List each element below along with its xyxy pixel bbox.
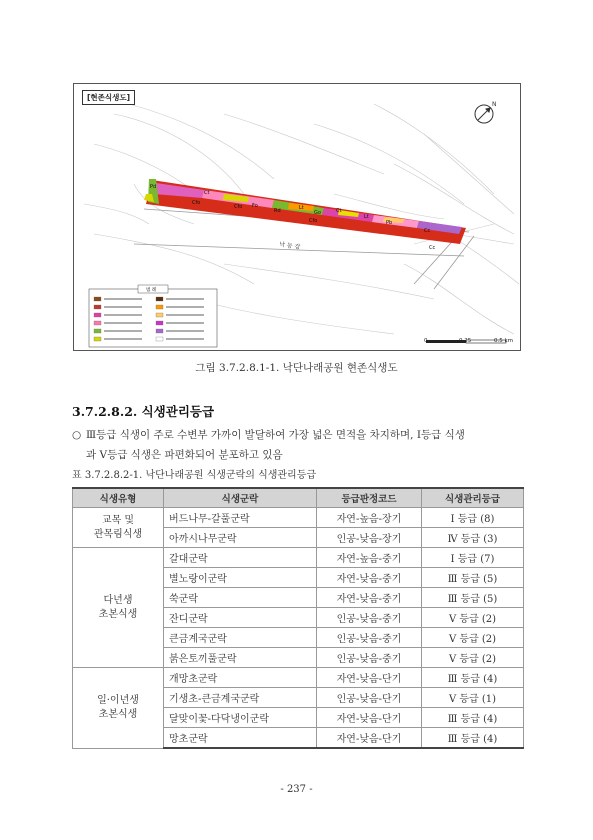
code-cell: 자연-낮음-단기 — [317, 668, 422, 688]
community-cell: 갈대군락 — [164, 548, 317, 568]
code-cell: 자연-낮음-중기 — [317, 588, 422, 608]
legend-text-placeholder — [104, 306, 142, 308]
grade-cell: Ⅲ 등급 (5) — [422, 568, 524, 588]
grade-cell: Ⅲ 등급 (4) — [422, 728, 524, 749]
table-row — [73, 548, 524, 568]
legend-swatch — [94, 321, 101, 325]
zone-label: Lt — [299, 205, 304, 211]
code-cell: 자연-높음-장기 — [317, 508, 422, 528]
zone-label: Ct — [204, 190, 210, 196]
section-heading: 3.7.2.8.2. 식생관리등급 — [72, 404, 215, 419]
legend-text-placeholder — [104, 314, 142, 316]
column-header: 식생군락 — [164, 488, 317, 508]
map-legend — [89, 285, 217, 347]
grade-cell: Ⅴ 등급 (2) — [422, 608, 524, 628]
grade-cell: Ⅰ 등급 (8) — [422, 508, 524, 528]
zone-label: Cfo — [309, 218, 318, 224]
svg-text:N: N — [492, 101, 497, 108]
north-arrow-icon — [475, 101, 497, 123]
zone-label: Fo — [252, 203, 258, 209]
grade-cell: Ⅲ 등급 (5) — [422, 588, 524, 608]
grade-cell: Ⅲ 등급 (4) — [422, 668, 524, 688]
vegetation-type-line: 초본식생 — [98, 708, 138, 720]
legend-swatch — [94, 337, 101, 341]
map-canvas — [74, 84, 521, 351]
code-cell: 자연-낮음-단기 — [317, 708, 422, 728]
grade-cell: Ⅴ 등급 (2) — [422, 628, 524, 648]
community-cell: 별노랑이군락 — [164, 568, 317, 588]
bullet-icon: ○ — [72, 429, 82, 441]
zone-label: Cfo — [234, 204, 243, 210]
vegetation-map — [73, 83, 521, 351]
legend-text-placeholder — [166, 298, 204, 300]
table-row — [73, 508, 524, 528]
code-cell: 인공-낮음-장기 — [317, 528, 422, 548]
table-header-row — [73, 488, 524, 508]
zone-label: Pb — [386, 220, 393, 226]
vegetation-type-cell — [73, 668, 164, 749]
zone-label: Go — [314, 210, 321, 216]
zone-label: Lt — [364, 214, 369, 220]
code-cell: 자연-낮음-중기 — [317, 568, 422, 588]
legend-text-placeholder — [104, 338, 142, 340]
park-strip — [144, 179, 466, 244]
community-cell: 아까시나무군락 — [164, 528, 317, 548]
zone-label: Pd — [150, 184, 157, 190]
vegetation-grade-table — [72, 487, 524, 749]
community-cell: 개망초군락 — [164, 668, 317, 688]
vegetation-type-line: 다년생 — [103, 594, 133, 606]
grade-cell: Ⅰ 등급 (7) — [422, 548, 524, 568]
vegetation-type-line: 일·이년생 — [97, 694, 139, 706]
legend-swatch — [156, 337, 163, 341]
vegetation-type-line: 관목림식생 — [93, 528, 143, 540]
paragraph-line: Ⅲ등급 식생이 주로 수변부 가까이 발달하여 가장 넓은 면적을 차지하며, Ⅰ등급 식생 — [86, 429, 465, 441]
zone-label: Cc — [429, 245, 436, 251]
legend-text-placeholder — [166, 330, 204, 332]
map-title: [현존식생도] — [82, 90, 135, 105]
community-cell: 망초군락 — [164, 728, 317, 749]
code-cell: 인공-낮음-중기 — [317, 628, 422, 648]
community-cell: 잔디군락 — [164, 608, 317, 628]
community-cell: 큰금계국군락 — [164, 628, 317, 648]
table-row — [73, 668, 524, 688]
legend-text-placeholder — [166, 338, 204, 340]
zone-label: Rd — [274, 208, 281, 214]
code-cell: 인공-낮음-중기 — [317, 608, 422, 628]
grade-cell: Ⅴ 등급 (1) — [422, 688, 524, 708]
legend-swatch — [94, 305, 101, 309]
grade-cell: Ⅴ 등급 (2) — [422, 648, 524, 668]
community-cell: 쑥군락 — [164, 588, 317, 608]
grade-cell: Ⅲ 등급 (4) — [422, 708, 524, 728]
zone-label: Ct — [336, 208, 342, 214]
vegetation-type-cell — [73, 548, 164, 668]
legend-swatch — [94, 329, 101, 333]
vegetation-type-line: 교목 및 — [101, 514, 135, 526]
legend-text-placeholder — [104, 330, 142, 332]
community-cell: 기생초-큰금계국군락 — [164, 688, 317, 708]
legend-swatch — [156, 329, 163, 333]
legend-text-placeholder — [104, 298, 142, 300]
community-cell: 붉은토끼풀군락 — [164, 648, 317, 668]
legend-text-placeholder — [166, 322, 204, 324]
page-number: - 237 - — [280, 784, 313, 795]
code-cell: 자연-높음-중기 — [317, 548, 422, 568]
vegetation-type-line: 초본식생 — [98, 608, 138, 620]
legend-swatch — [94, 313, 101, 317]
community-cell: 버드나무-갈풀군락 — [164, 508, 317, 528]
grade-cell: Ⅳ 등급 (3) — [422, 528, 524, 548]
legend-text-placeholder — [166, 314, 204, 316]
scale-label: 0 — [424, 338, 428, 344]
table-title: 표 3.7.2.8.2-1. 낙단나래공원 식생군락의 식생관리등급 — [72, 470, 317, 481]
legend-swatch — [156, 313, 163, 317]
zone-label: Cfo — [192, 200, 201, 206]
legend-text-placeholder — [166, 306, 204, 308]
code-cell: 인공-낮음-중기 — [317, 648, 422, 668]
code-cell: 인공-낮음-단기 — [317, 688, 422, 708]
figure-caption: 그림 3.7.2.8.1-1. 낙단나래공원 현존식생도 — [195, 362, 398, 374]
legend-title: 범 례 — [146, 288, 157, 293]
community-cell: 달맞이꽃-다닥냉이군락 — [164, 708, 317, 728]
code-cell: 자연-낮음-단기 — [317, 728, 422, 749]
legend-swatch — [156, 321, 163, 325]
column-header: 식생관리등급 — [422, 488, 524, 508]
legend-swatch — [156, 297, 163, 301]
legend-text-placeholder — [104, 322, 142, 324]
legend-swatch — [94, 297, 101, 301]
river-label: 낙 동 강 — [278, 241, 301, 251]
column-header: 식생유형 — [73, 488, 164, 508]
scale-label: 0.25 — [459, 338, 472, 344]
scale-label: 0.5 km — [494, 338, 514, 344]
zone-label: Cc — [424, 228, 431, 234]
legend-swatch — [156, 305, 163, 309]
paragraph-line: 과 Ⅴ등급 식생은 파편화되어 분포하고 있음 — [86, 449, 283, 461]
column-header: 등급판정코드 — [317, 488, 422, 508]
vegetation-type-cell — [73, 508, 164, 548]
